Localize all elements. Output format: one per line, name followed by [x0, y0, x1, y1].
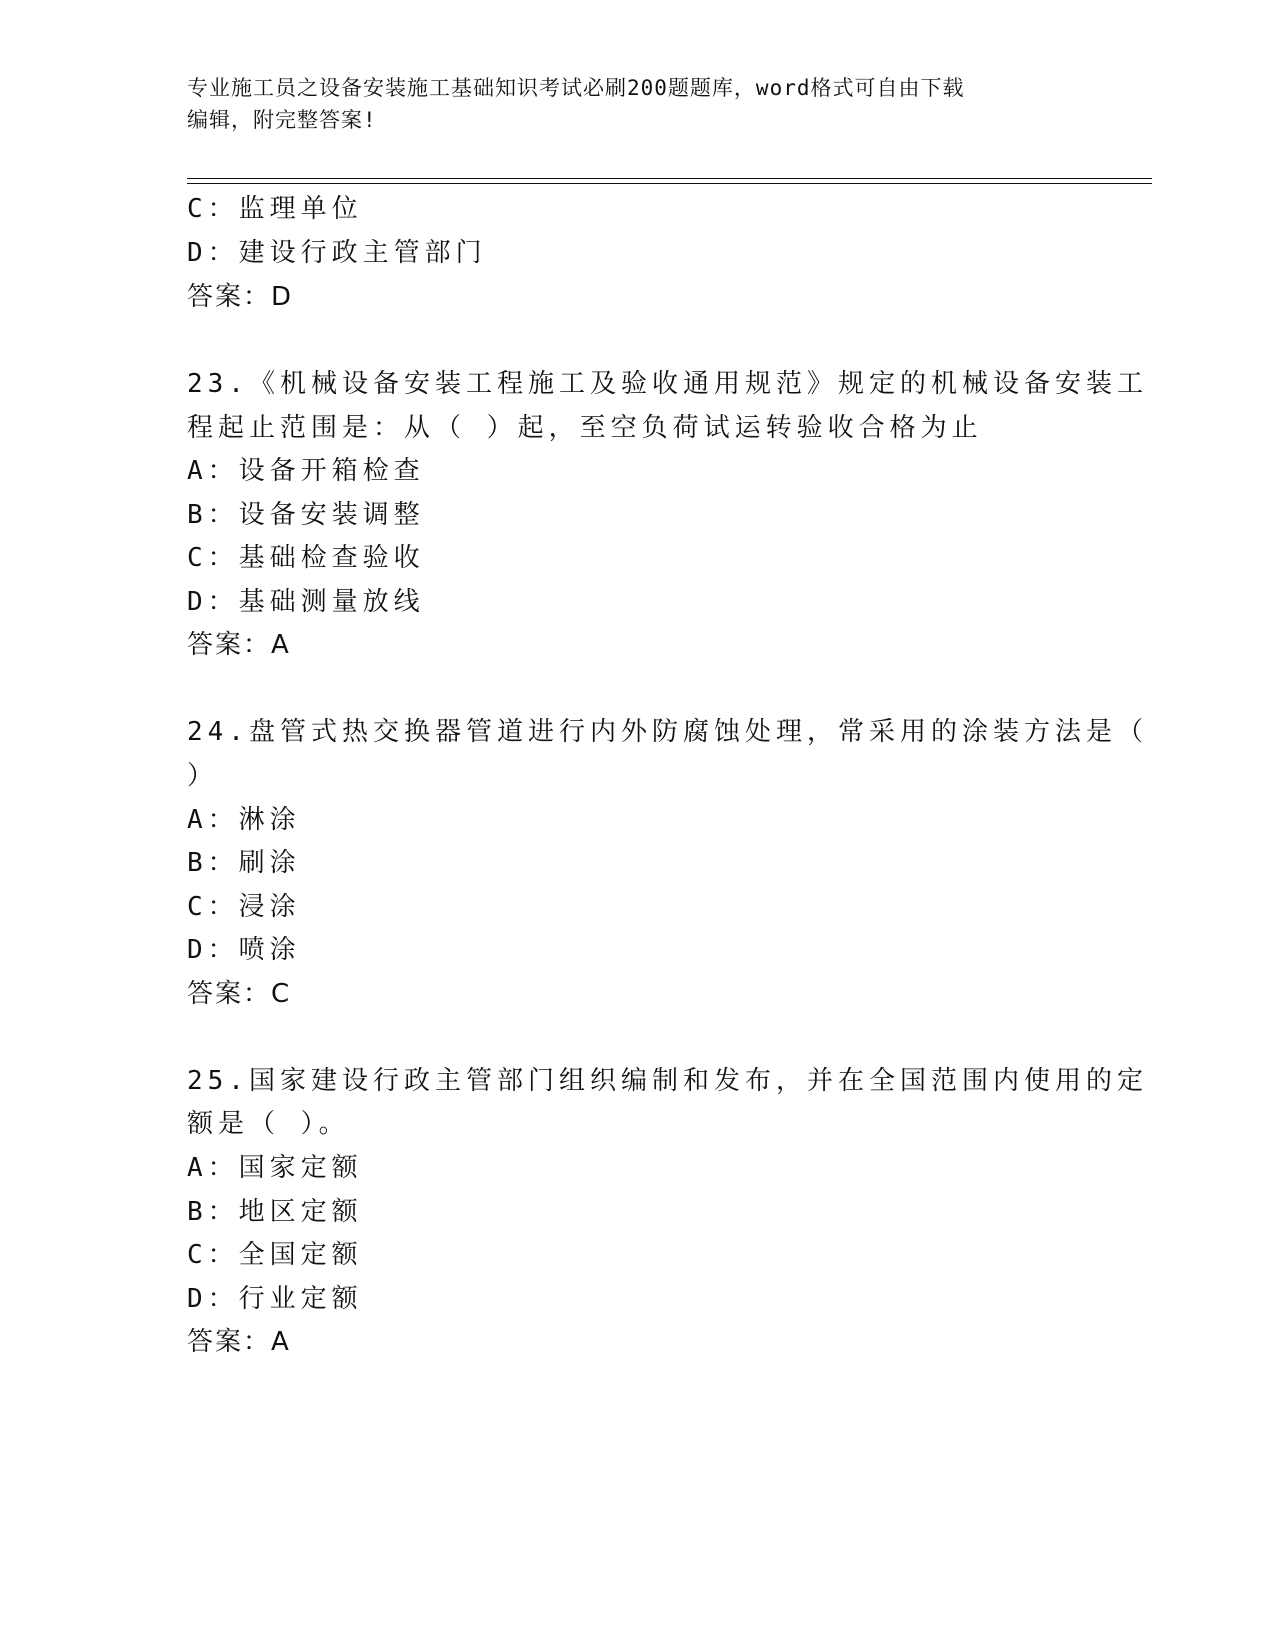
q23-stem-line-2: 程起止范围是：从（ ）起，至空负荷试运转验收合格为止 [187, 413, 983, 443]
q25-option-b: B：地区定额 [187, 1197, 363, 1227]
q23-option-c: C：基础检查验收 [187, 543, 425, 573]
q24-answer: 答案：C [187, 979, 292, 1009]
q24-option-d: D：喷涂 [187, 935, 301, 965]
q22-option-d: D：建设行政主管部门 [187, 238, 487, 268]
q22-option-c: C：监理单位 [187, 194, 363, 224]
q24-option-c: C：浸涂 [187, 892, 301, 922]
document-header [187, 72, 1087, 136]
q25-stem-line-1: 25.国家建设行政主管部门组织编制和发布，并在全国范围内使用的定 [187, 1066, 1148, 1096]
header-divider-top [187, 178, 1152, 179]
q24-option-b: B：刷涂 [187, 848, 301, 878]
q23-option-a: A：设备开箱检查 [187, 456, 425, 486]
q24-stem-line-1: 24.盘管式热交换器管道进行内外防腐蚀处理，常采用的涂装方法是（ [187, 717, 1148, 747]
q25-answer: 答案：A [187, 1327, 291, 1357]
q25-stem-line-2: 额是（ ）。 [187, 1109, 350, 1139]
q24-option-a: A：淋涂 [187, 805, 301, 835]
q25-option-a: A：国家定额 [187, 1153, 363, 1183]
q24-stem-line-2: ） [187, 761, 219, 791]
q23-option-b: B：设备安装调整 [187, 500, 425, 530]
header-divider-bottom [187, 183, 1152, 184]
q23-answer: 答案：A [187, 630, 291, 660]
q25-option-d: D：行业定额 [187, 1284, 363, 1314]
q25-option-c: C：全国定额 [187, 1240, 363, 1270]
q23-option-d: D：基础测量放线 [187, 587, 425, 617]
q23-stem-line-1: 23.《机械设备安装工程施工及验收通用规范》规定的机械设备安装工 [187, 369, 1148, 399]
header-line-1: 专业施工员之设备安装施工基础知识考试必刷200题题库，word格式可自由下载 [187, 76, 965, 100]
q22-answer: 答案：D [187, 282, 294, 312]
header-line-2: 编辑，附完整答案! [187, 108, 377, 132]
